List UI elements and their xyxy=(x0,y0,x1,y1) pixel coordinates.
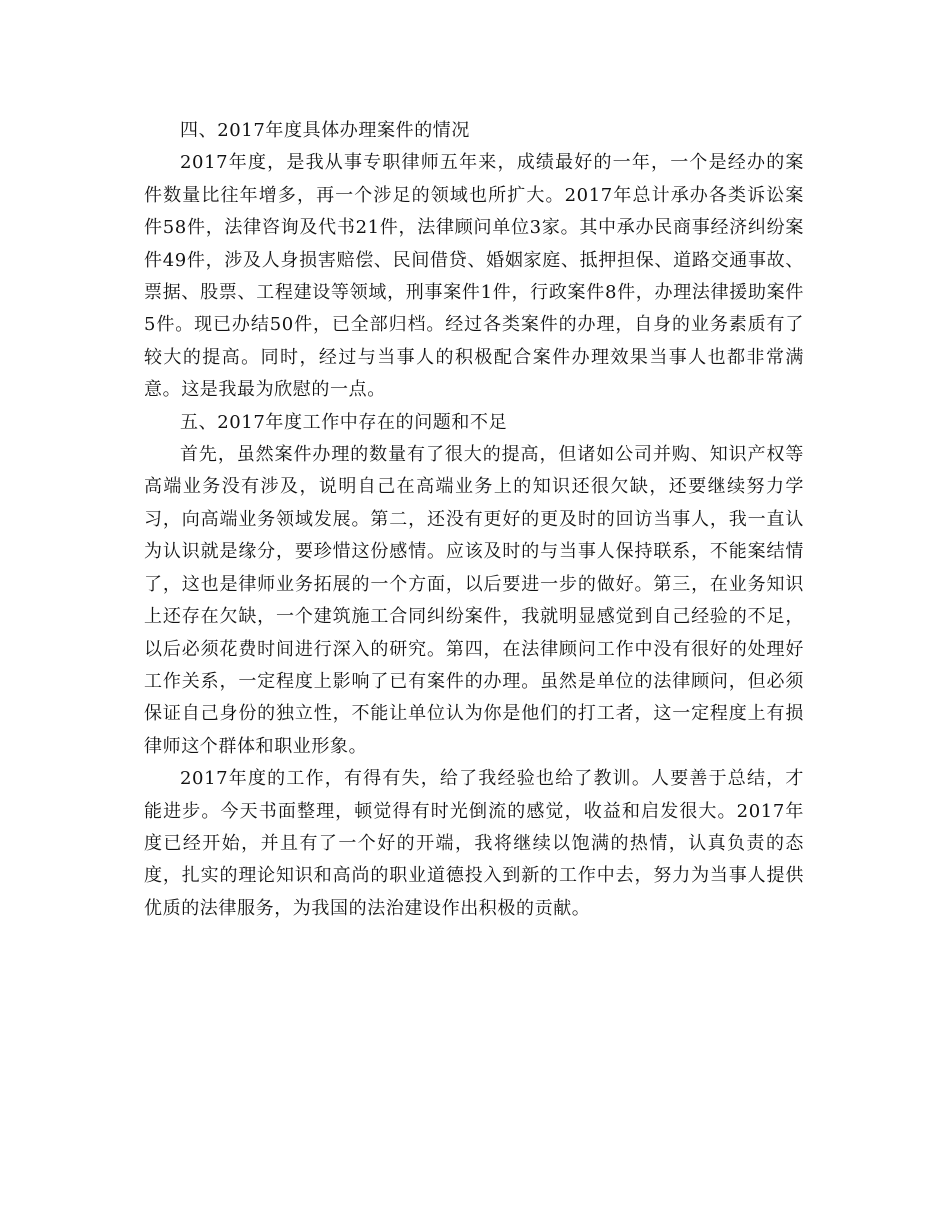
section-paragraph-4: 2017年度，是我从事专职律师五年来，成绩最好的一年，一个是经办的案件数量比往年增多，再一个涉足的领域也所扩大。2017年总计承办各类诉讼案件58件，法律咨询及代书21件，法律顾问单位3家。其中承办民商事经济纠纷案件49件，涉及人身损害赔偿、民间借贷、婚姻家庭、抵押担保、道路交通事故、票据、股票、工程建设等领域，刑事案件1件，行政案件8件，办理法律援助案件5件。现已办结50件，已全部归档。经过各类案件的办理，自身的业务素质有了较大的提高。同时，经过与当事人的积极配合案件办理效果当事人也都非常满意。这是我最为欣慰的一点。 xyxy=(144,152,804,401)
closing-paragraph: 2017年度的工作，有得有失，给了我经验也给了教训。人要善于总结，才能进步。今天书面整理，顿觉得有时光倒流的感觉，收益和启发很大。2017年度已经开始，并且有了一个好的开端，我将继续以饱满的热情，认真负责的态度，扎实的理论知识和高尚的职业道德投入到新的工作中去，努力为当事人提供优质的法律服务，为我国的法治建设作出积极的贡献。 xyxy=(144,768,804,919)
section-heading-4: 四、2017年度具体办理案件的情况 xyxy=(180,120,471,141)
section-heading-5: 五、2017年度工作中存在的问题和不足 xyxy=(180,411,508,433)
section-paragraph-5: 首先，虽然案件办理的数量有了很大的提高，但诸如公司并购、知识产权等高端业务没有涉及，说明自己在高端业务上的知识还很欠缺，还要继续努力学习，向高端业务领域发展。第二，还没有更好的更及时的回访当事人，我一直认为认识就是缘分，要珍惜这份感情。应该及时的与当事人保持联系，不能案结情了，这也是律师业务拓展的一个方面，以后要进一步的做好。第三，在业务知识上还存在欠缺，一个建筑施工合同纠纷案件，我就明显感觉到自己经验的不足，以后必须花费时间进行深入的研究。第四，在法律顾问工作中没有很好的处理好工作关系，一定程度上影响了已有案件的办理。虽然是单位的法律顾问，但必须保证自己身份的独立性，不能让单位认为你是他们的打工者，这一定程度上有损律师这个群体和职业形象。 xyxy=(144,444,804,757)
document-body xyxy=(144,115,804,925)
